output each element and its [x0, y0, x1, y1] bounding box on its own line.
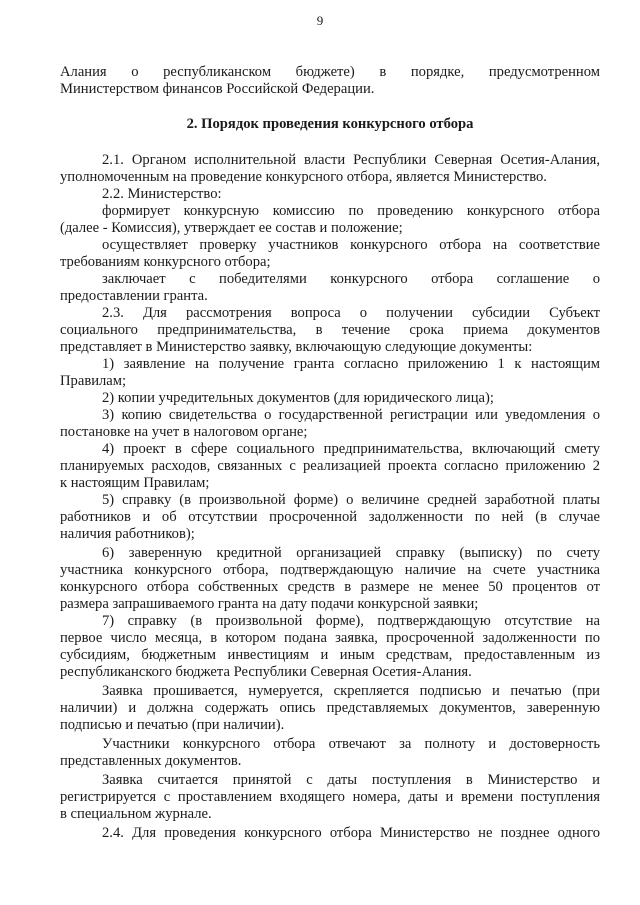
text-line: участника конкурсного отбора, подтверждающую наличие на счете участника: [60, 562, 600, 578]
page-number: 9: [316, 13, 324, 28]
text-line: к настоящим Правилам;: [60, 475, 210, 491]
text-line: (далее - Комиссия), утверждает ее состав и положение;: [60, 220, 403, 236]
text-line: подписью и печатью (при наличии).: [60, 717, 285, 733]
text-line: Заявка считается принятой с даты поступления в Министерство и: [102, 772, 600, 788]
text-line: уполномоченным на проведение конкурсного отбора, является Министерство.: [60, 169, 547, 185]
text-line: осуществляет проверку участников конкурсного отбора на соответствие: [102, 237, 600, 253]
text-line: Заявка прошивается, нумеруется, скрепляется подписью и печатью (при: [102, 683, 600, 699]
text-line: представленных документов.: [60, 753, 242, 769]
text-line: регистрируется с проставлением входящего номера, даты и времени поступления: [60, 789, 600, 805]
text-line: 6) заверенную кредитной организацией справку (выписку) по счету: [102, 545, 600, 561]
text-line: 2.1. Органом исполнительной власти Республики Северная Осетия-Алания,: [102, 152, 600, 168]
text-line: работников и об отсутствии просроченной задолженности по ней (в случае: [60, 509, 600, 525]
text-line: Алания о республиканском бюджете) в порядке, предусмотренном: [60, 64, 600, 80]
text-line: наличия работников);: [60, 526, 195, 542]
text-line: требованиям конкурсного отбора;: [60, 254, 271, 270]
text-line: 5) справку (в произвольной форме) о величине средней заработной платы: [102, 492, 600, 508]
text-line: Правилам;: [60, 373, 127, 389]
text-line: наличии) и должна содержать опись представляемых документов, заверенную: [60, 700, 600, 716]
text-line: предоставлении гранта.: [60, 288, 208, 304]
text-line: первое число месяца, в котором подана заявка, просроченной задолженности по: [60, 630, 600, 646]
text-line: социального предпринимательства, в течение срока приема документов: [60, 322, 600, 338]
text-line: заключает с победителями конкурсного отбора соглашение о: [102, 271, 600, 287]
text-line: субсидиям, бюджетным инвестициям и иным средствам, предоставленным из: [60, 647, 600, 663]
text-line: 2) копии учредительных документов (для юридического лица);: [102, 390, 494, 406]
section-heading: 2. Порядок проведения конкурсного отбора: [186, 116, 474, 132]
text-line: 2.4. Для проведения конкурсного отбора Министерство не позднее одного: [102, 825, 600, 841]
text-line: размера запрашиваемого гранта на дату подачи конкурсной заявки;: [60, 596, 479, 612]
text-line: планируемых расходов, связанных с реализацией проекта согласно приложению 2: [60, 458, 600, 474]
text-line: 3) копию свидетельства о государственной регистрации или уведомления о: [102, 407, 600, 423]
text-line: 7) справку (в произвольной форме), подтверждающую отсутствие на: [102, 613, 600, 629]
text-line: Участники конкурсного отбора отвечают за полноту и достоверность: [102, 736, 600, 752]
text-line: 2.3. Для рассмотрения вопроса о получении субсидии Субъект: [102, 305, 600, 321]
text-line: 1) заявление на получение гранта согласно приложению 1 к настоящим: [102, 356, 600, 372]
text-line: в специальном журнале.: [60, 806, 212, 822]
text-line: представляет в Министерство заявку, включающую следующие документы:: [60, 339, 533, 355]
text-line: республиканского бюджета Республики Северная Осетия-Алания.: [60, 664, 472, 680]
text-line: конкурсного отбора собственных средств в размере не менее 50 процентов от: [60, 579, 600, 595]
text-line: формирует конкурсную комиссию по проведению конкурсного отбора: [102, 203, 600, 219]
text-line: постановке на учет в налоговом органе;: [60, 424, 308, 440]
text-line: Министерством финансов Российской Федерации.: [60, 81, 375, 97]
text-line: 2.2. Министерство:: [102, 186, 222, 202]
text-line: 4) проект в сфере социального предпринимательства, включающий смету: [102, 441, 600, 457]
